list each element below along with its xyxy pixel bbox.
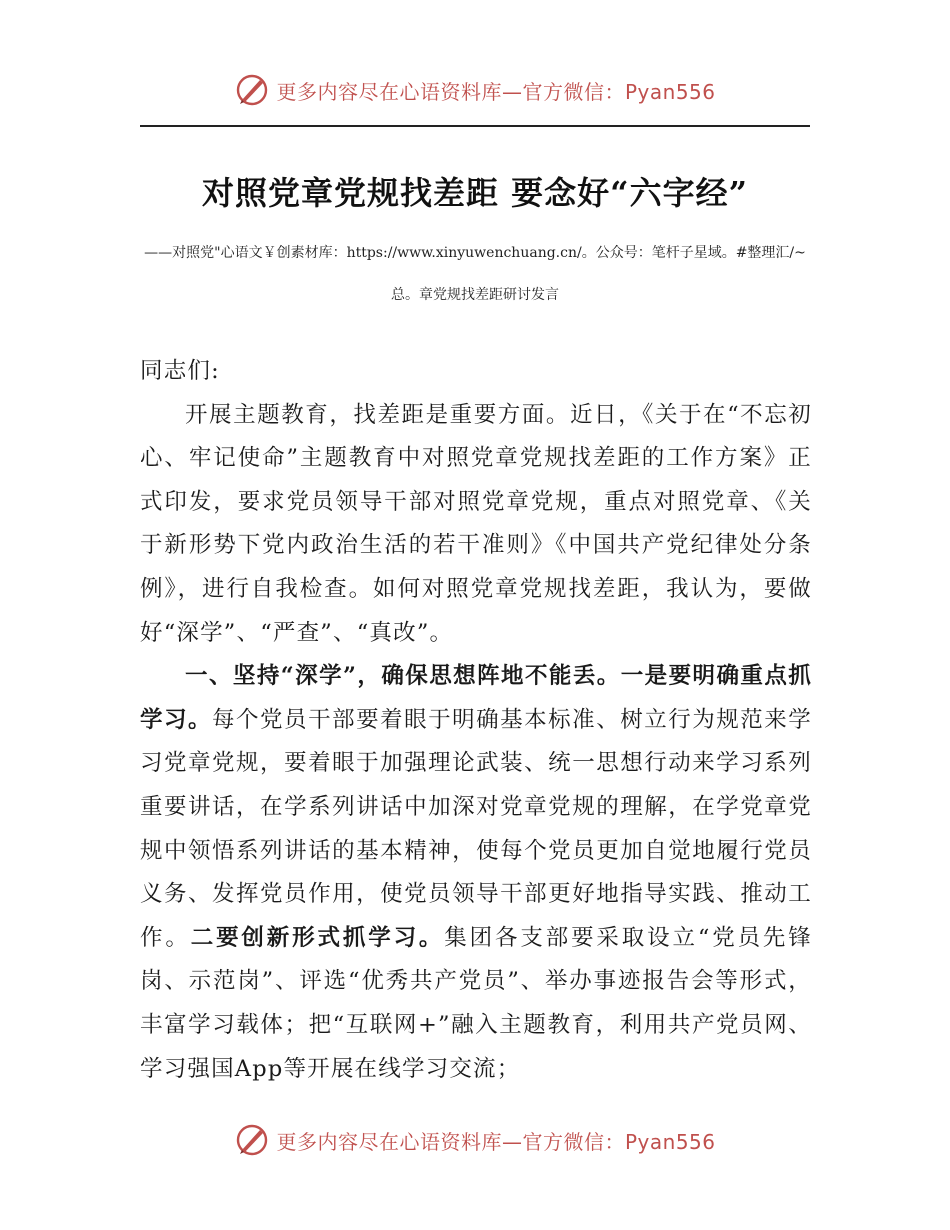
document-subtitle: ——对照党"心语文￥创素材库：https://www.xinyuwenchuang.cn/。公众号：笔杆子星域。#整理汇/~总。章党规找差距研讨发言 (144, 245, 806, 303)
sub-heading-2: 二要创新形式抓学习。 (190, 924, 445, 951)
footer-banner (0, 1118, 950, 1162)
salutation: 同志们: (140, 358, 220, 384)
header-banner (0, 68, 950, 112)
document-body (140, 350, 812, 1091)
paragraph-1: 开展主题教育，找差距是重要方面。近日，《关于在“不忘初心、牢记使命”主题教育中对照党章党规找差距的工作方案》正式印发，要求党员领导干部对照党章党规，重点对照党章、《关于新形势下党内政治生活的若干准则》《中国共产党纪律处分条例》，进行自我检查。如何对照党章党规找差距，我认为，要做好“深学”、“严查”、“真改”。 (140, 401, 812, 646)
wechat-contact: Pyan556 (624, 1129, 716, 1154)
quill-pen-logo-icon (234, 1122, 270, 1158)
banner-text: 更多内容尽在心语资料库—官方微信：Pyan556 (276, 1129, 716, 1154)
paragraph-2-text-1: 每个党员干部要着眼于明确基本标准、树立行为规范来学习党章党规，要着眼于加强理论武装、统一思想行动来学习系列重要讲话，在学系列讲话中加深对党章党规的理解，在学党章党规中领悟系列讲话的基本精神，使每个党员更加自觉地履行党员义务、发挥党员作用，使党员领导干部更好地指导实践、推动工作。 (140, 706, 812, 951)
banner-text: 更多内容尽在心语资料库—官方微信：Pyan556 (276, 79, 716, 104)
header-rule (140, 125, 810, 127)
document-title: 对照党章党规找差距 要念好“六字经” (202, 174, 748, 212)
quill-pen-logo-icon (234, 72, 270, 108)
paragraph-2 (140, 655, 812, 1091)
section-heading: 一、坚持“深学”，确保思想阵地不能丢。 (185, 663, 621, 690)
paragraph-2-text-2: 集团各支部要采取设立“党员先锋岗、示范岗”、评选“优秀共产党员”、举办事迹报告会等形式，丰富学习载体；把“互联网+”融入主题教育，利用共产党员网、学习强国App等开展在线学习交流； (140, 924, 812, 1082)
wechat-contact: Pyan556 (624, 79, 716, 104)
sub-heading-1: 一是要明确重点抓学习。 (140, 663, 812, 733)
